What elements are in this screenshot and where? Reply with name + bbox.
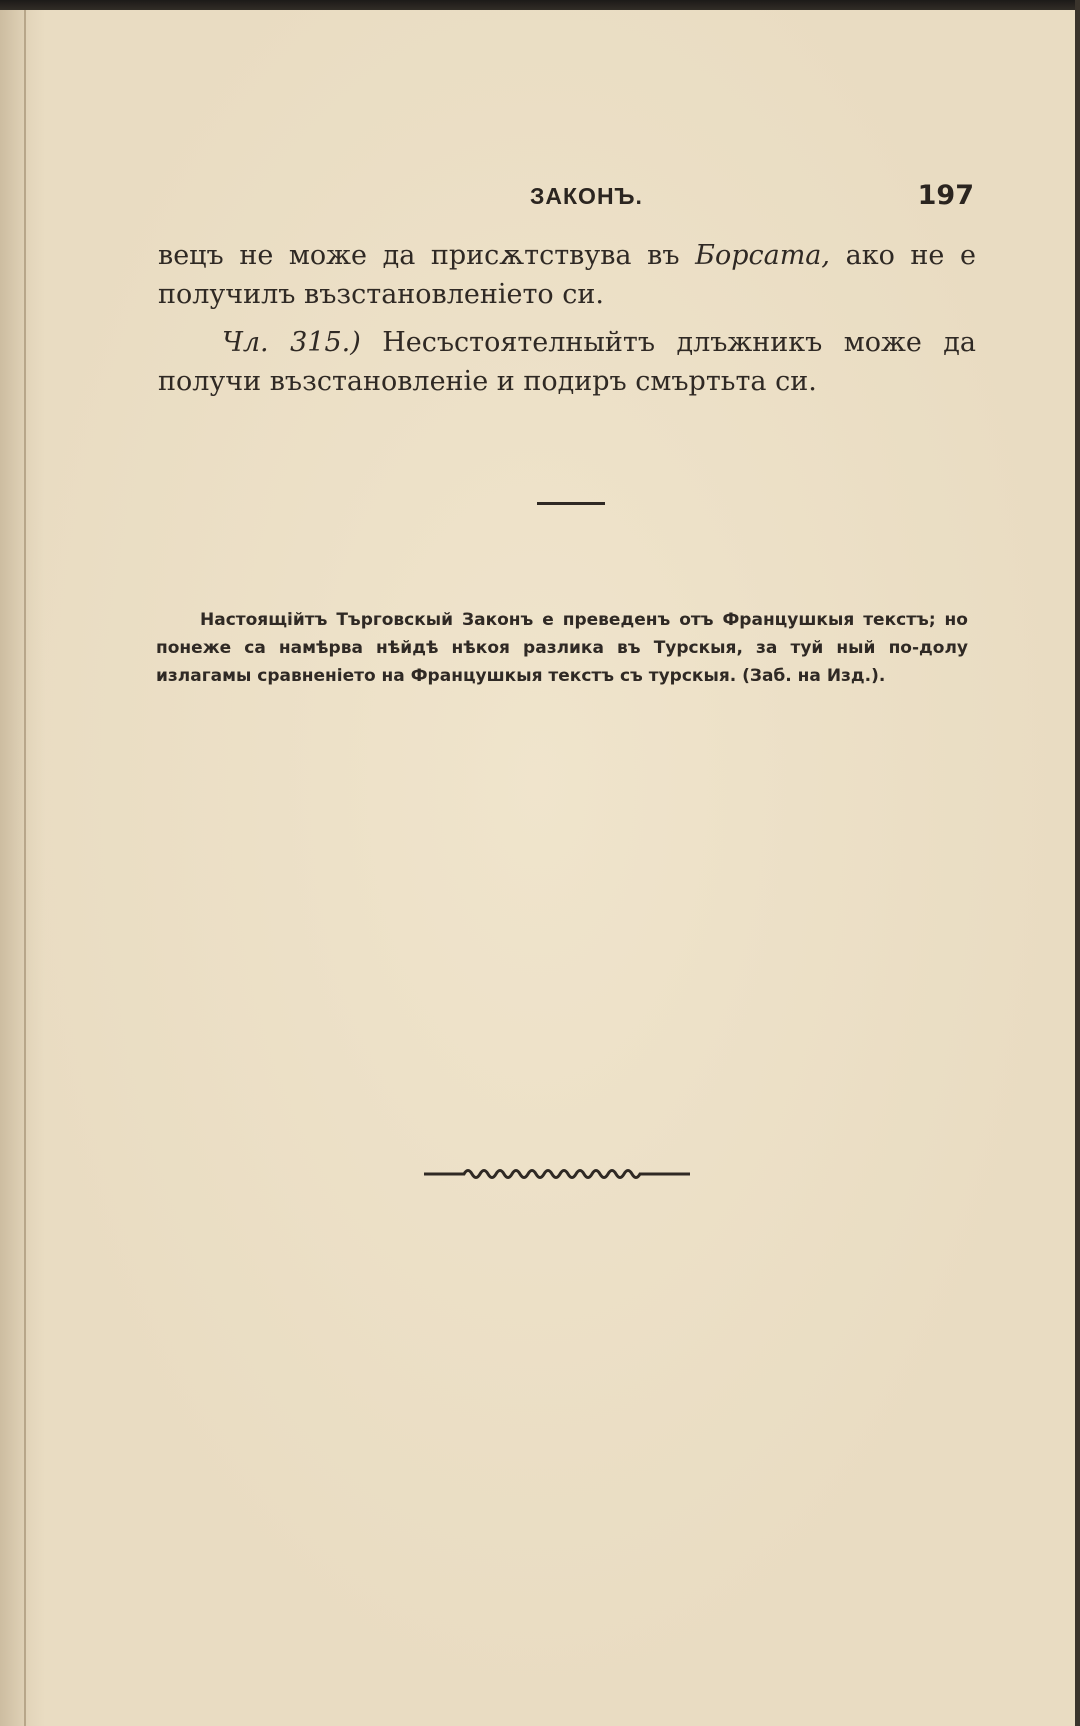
- continuation-paragraph: [158, 236, 976, 314]
- article-label: Чл. 315.): [222, 327, 361, 358]
- page-number: 197: [917, 180, 974, 211]
- section-rule: [537, 502, 605, 505]
- running-head: ЗАКОНЪ.: [530, 183, 643, 209]
- italic-term: Борсата,: [695, 240, 830, 271]
- book-right-edge: [1075, 0, 1080, 1726]
- body-text: [158, 236, 976, 401]
- article-paragraph: [158, 323, 976, 401]
- publisher-note-text: Настоящійтъ Търговскый Законъ е преведенъ отъ Францушкыя текстъ; но понеже са намѣрва нѣйдѣ нѣкоя разлика въ Турскыя, за туй ный по-долу излагамы сравненіето на Францушкыя текстъ съ турскыя. (Заб. на Изд.).: [156, 610, 968, 686]
- binding-gutter: [24, 10, 26, 1726]
- book-page: [0, 10, 1075, 1726]
- article-text: Несъстоятелныйтъ длъжникъ може да получи възстановленіе и подиръ смъртьта си.: [158, 327, 976, 397]
- continuation-text: вецъ не може да присѫтствува въ: [158, 240, 696, 271]
- publisher-note: [156, 606, 968, 690]
- end-ornament: [424, 1159, 690, 1187]
- continuation-text-end: ако не е получилъ възстановленіето си.: [158, 240, 976, 310]
